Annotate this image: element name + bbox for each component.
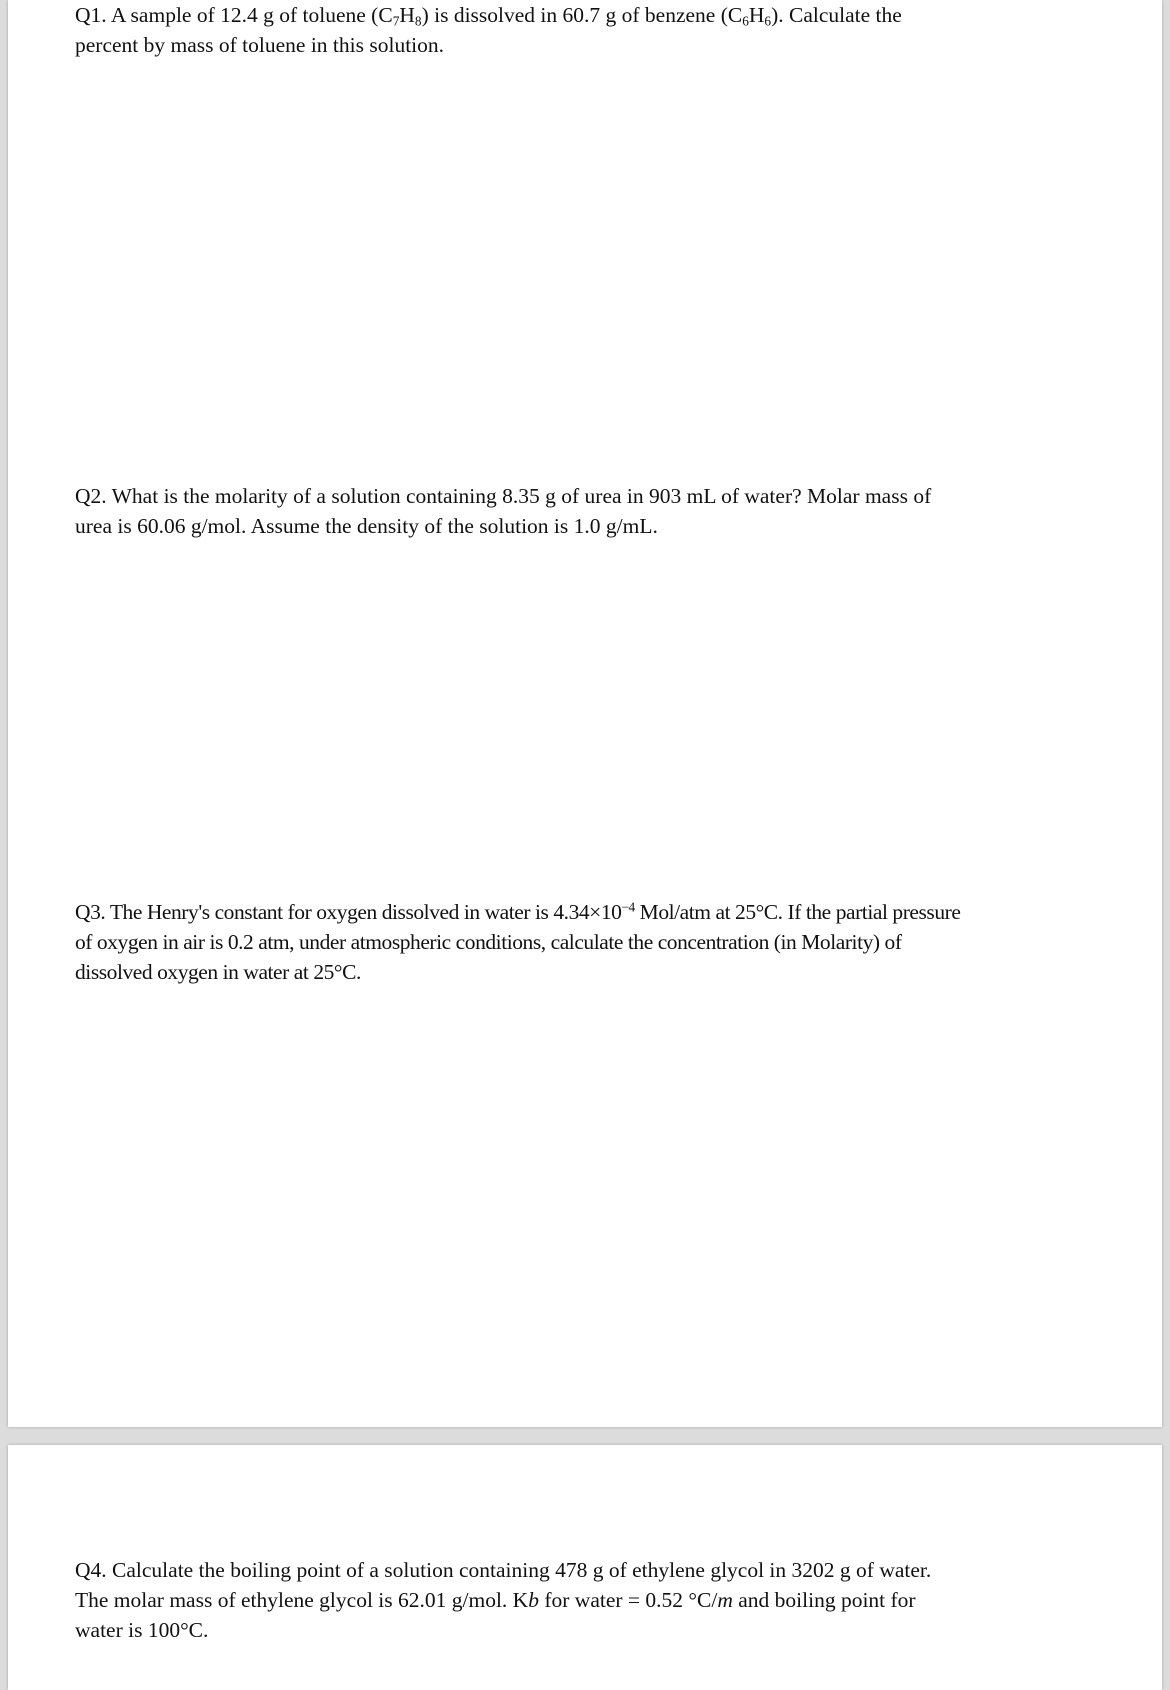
superscript: −4: [621, 899, 635, 915]
text-run: Q3. The Henry's constant for oxygen dissolved in water is 4.34×10: [75, 900, 622, 924]
subscript: 6: [764, 13, 772, 29]
question-4-line-2: [75, 1585, 931, 1615]
question-4-line-3: water is 100°C.: [75, 1618, 209, 1642]
question-4: [75, 1555, 931, 1645]
document-page-2: [8, 1445, 1162, 1690]
text-run: H: [748, 3, 765, 27]
text-run: The molar mass of ethylene glycol is 62.01 g/mol. K: [75, 1588, 529, 1612]
text-run: ). Calculate the: [771, 3, 902, 27]
question-3-line-1: [75, 897, 960, 927]
text-run: H: [399, 3, 415, 27]
question-2-line-1: Q2. What is the molarity of a solution containing 8.35 g of urea in 903 mL of water? Molar mass of: [75, 484, 932, 508]
question-3-line-2: of oxygen in air is 0.2 atm, under atmospheric conditions, calculate the concentration (in Molarity) of: [75, 930, 902, 954]
question-1-line-2: percent by mass of toluene in this solution.: [75, 33, 445, 57]
question-1: [75, 0, 902, 60]
question-2-line-2: urea is 60.06 g/mol. Assume the density of the solution is 1.0 g/mL.: [75, 514, 658, 538]
subscript: 8: [414, 13, 422, 29]
subscript: 7: [392, 13, 400, 29]
question-3: [75, 897, 960, 987]
text-run: for water = 0.52 °C/: [538, 1588, 718, 1612]
italic-text: m: [717, 1588, 733, 1612]
question-2: [75, 481, 931, 541]
italic-text: b: [528, 1588, 539, 1612]
text-run: Q1. A sample of 12.4 g of toluene (C: [75, 3, 393, 27]
question-4-line-1: Q4. Calculate the boiling point of a solution containing 478 g of ethylene glycol in 3202 g of water.: [75, 1558, 932, 1582]
question-1-line-1: [75, 0, 902, 30]
text-run: and boiling point for: [732, 1588, 916, 1612]
document-page-1: [8, 0, 1162, 1427]
question-3-line-3: dissolved oxygen in water at 25°C.: [75, 960, 361, 984]
text-run: ) is dissolved in 60.7 g of benzene (C: [421, 3, 743, 27]
subscript: 6: [742, 13, 749, 29]
text-run: Mol/atm at 25°C. If the partial pressure: [634, 900, 961, 924]
